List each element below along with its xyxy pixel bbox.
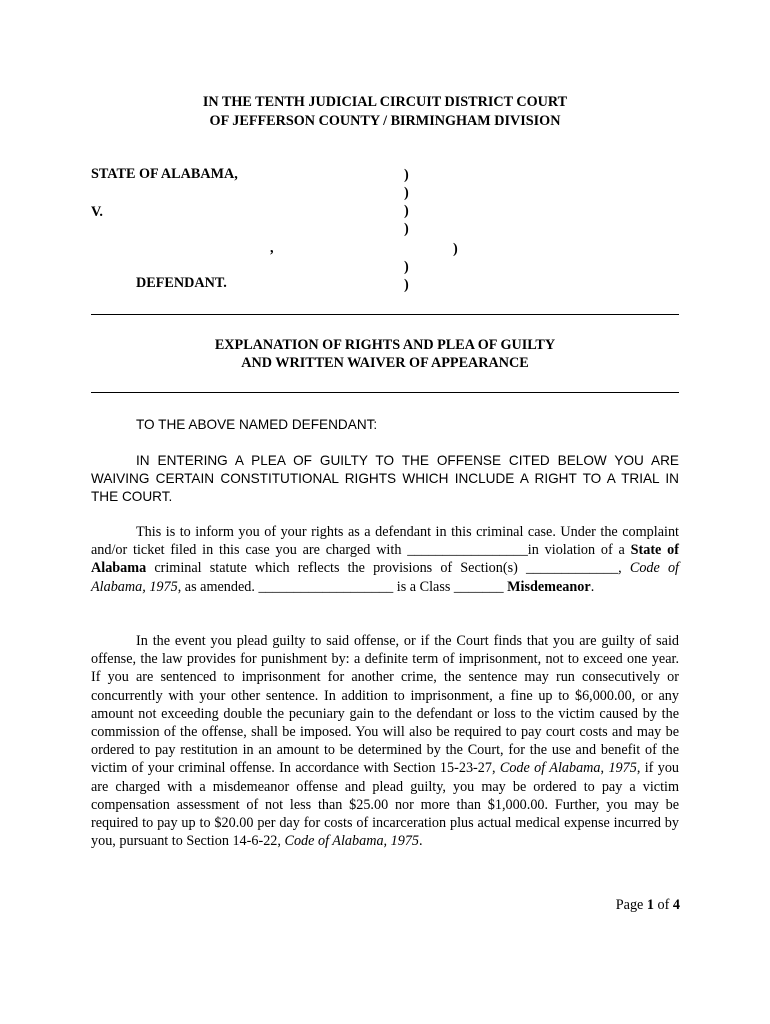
charge-text: , as amended. ___________________ is a Class _______ <box>177 578 508 595</box>
punishment-code-citation: Code of Alabama, 1975 <box>284 833 420 850</box>
salutation: TO THE ABOVE NAMED DEFENDANT: <box>136 417 378 432</box>
punishment-code-citation: Code of Alabama <box>499 760 601 777</box>
caption-versus: V. <box>91 204 103 220</box>
document-title <box>90 336 680 372</box>
punishment-text: . <box>419 833 423 850</box>
charge-code-citation: Code of Alabama, 1975 <box>91 560 679 595</box>
charge-paragraph <box>91 523 679 596</box>
court-heading-line1: IN THE TENTH JUDICIAL CIRCUIT DISTRICT COURT <box>202 94 568 110</box>
punishment-text: In the event you plead guilty to said offense, or if the Court finds that you are guilty of said offense, the law provides for punishment by: a definite term of imprisonment, not to exceed one year. If you are sentenced to imprisonment for another crime, the sentence may run consecutively or concurrently with your other sentence. In addition to imprisonment, a fine up to $6,000.00, or any amount not exceeding double the pecuniary gain to the defendant or loss to the victim caused by the commission of the offense, shall be imposed. You will also be required to pay court costs and may be ordered to pay restitution in an amount to be determined by the Court, for the use and benefit of the victim of your criminal offense. In accordance with Section 15-23-27, <box>91 633 679 777</box>
court-heading <box>90 93 680 131</box>
divider-line <box>91 392 679 393</box>
punishment-text: , <box>600 760 609 777</box>
caption-paren: ) <box>404 259 409 275</box>
punishment-paragraph <box>91 632 679 850</box>
document-title-line2: AND WRITTEN WAIVER OF APPEARANCE <box>241 355 529 371</box>
charge-text: criminal statute which reflects the provisions of Section(s) _____________, <box>146 560 630 577</box>
caption-paren: ) <box>404 203 409 219</box>
caption-paren: ) <box>404 185 409 201</box>
caption-defendant-name-comma: , <box>270 240 274 256</box>
caption-paren: ) <box>453 241 458 257</box>
caption-paren: ) <box>404 277 409 293</box>
caption-paren: ) <box>404 167 409 183</box>
charge-state-bold: State of Alabama <box>91 542 679 577</box>
page-number <box>616 897 680 914</box>
current-page: 1 <box>646 897 654 913</box>
document-title-line1: EXPLANATION OF RIGHTS AND PLEA OF GUILTY <box>214 337 556 353</box>
punishment-code-year: 1975 <box>608 760 637 777</box>
of-word: of <box>657 897 670 913</box>
court-heading-line2: OF JEFFERSON COUNTY / BIRMINGHAM DIVISION <box>209 113 561 129</box>
caption-plaintiff: STATE OF ALABAMA, <box>91 166 238 182</box>
punishment-text: , if you are charged with a misdemeanor offense and plead guilty, you may be ordered to pay a victim compensation assessment of not less than $25.00 nor more than $1,000.00. Further, you may be required to pay up to $20.00 per day for costs of incarceration plus actual medical expense incurred by you, pursuant to Section 14-6-22, <box>91 760 680 850</box>
caption-defendant: DEFENDANT. <box>136 275 227 291</box>
rights-waiver-paragraph: IN ENTERING A PLEA OF GUILTY TO THE OFFENSE CITED BELOW YOU ARE WAIVING CERTAIN CONSTITUTIONAL RIGHTS WHICH INCLUDE A RIGHT TO A TRIAL IN THE COURT. <box>91 453 679 504</box>
charge-class-bold: Misdemeanor <box>507 578 591 595</box>
total-pages: 4 <box>672 897 680 913</box>
charge-text: . <box>590 578 595 595</box>
charge-text: This is to inform you of your rights as a defendant in this criminal case. Under the complaint and/or ticket filed in this case you are charged with _________________in violation of a <box>91 524 679 559</box>
divider-line <box>91 314 679 315</box>
page-word: Page <box>615 897 644 913</box>
caption-paren: ) <box>404 221 409 237</box>
